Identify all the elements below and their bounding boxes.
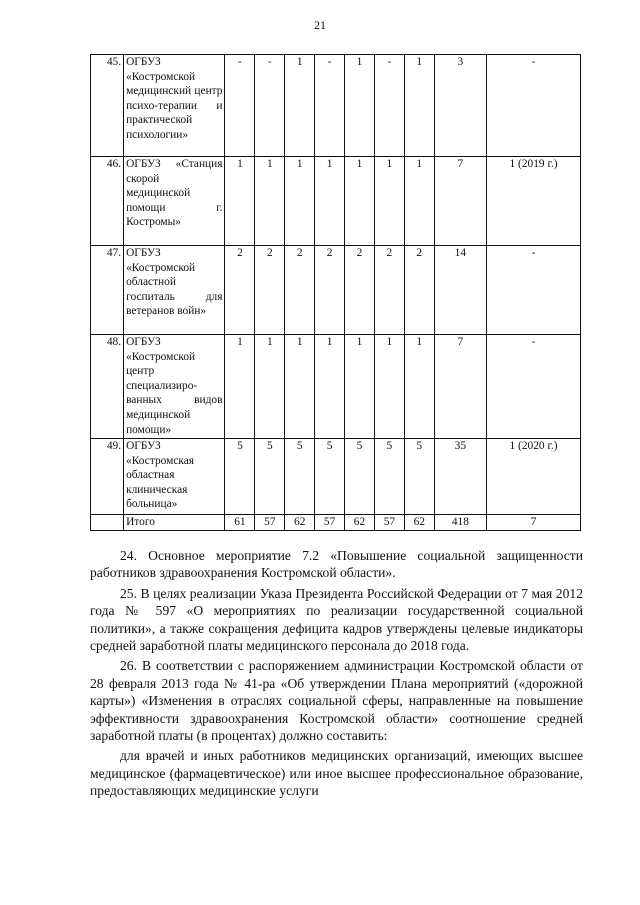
paragraph: 25. В целях реализации Указа Президента Российской Федерации от 7 мая 2012 года № 597 «О мероприятиях по реализации государственной социальной политики», а также сокращения дефицита кадров утверждены целевые индикаторы средней заработной платы медицинского персонала до 2018 года. xyxy=(90,585,583,654)
total-row xyxy=(91,515,581,531)
year-value: 5 xyxy=(225,439,255,515)
paragraph: 26. В соответствии с распоряжением администрации Костромской области от 28 февраля 2013 года № 41-ра «Об утверждении Плана мероприятий («дорожной карты») «Изменения в отраслях социальной сферы, направленные на повышение эффективности здравоохранения Костромской области» соотношение средней заработной платы (в процентах) должно составить: xyxy=(90,658,583,744)
year-value: - xyxy=(374,55,404,157)
total-year-value: 57 xyxy=(255,515,285,531)
year-value: - xyxy=(315,55,345,157)
row-number: 49. xyxy=(91,439,124,515)
total-row-number xyxy=(91,515,124,531)
row-note: - xyxy=(487,335,581,439)
year-value: 1 xyxy=(345,157,375,246)
row-note: 1 (2019 г.) xyxy=(487,157,581,246)
year-value: 1 xyxy=(285,55,315,157)
total-year-value: 62 xyxy=(285,515,315,531)
year-value: 5 xyxy=(374,439,404,515)
row-number: 46. xyxy=(91,157,124,246)
row-number: 48. xyxy=(91,335,124,439)
total-label: Итого xyxy=(124,515,225,531)
year-value: 1 xyxy=(374,157,404,246)
year-value: 2 xyxy=(285,246,315,335)
year-value: 1 xyxy=(255,335,285,439)
total-year-value: 57 xyxy=(374,515,404,531)
year-value: 1 xyxy=(404,157,434,246)
year-value: 2 xyxy=(225,246,255,335)
grand-total: 418 xyxy=(434,515,486,531)
year-value: 1 xyxy=(404,335,434,439)
total-note: 7 xyxy=(487,515,581,531)
year-value: 5 xyxy=(285,439,315,515)
row-number: 47. xyxy=(91,246,124,335)
year-value: 1 xyxy=(404,55,434,157)
row-number: 45. xyxy=(91,55,124,157)
year-value: 1 xyxy=(225,335,255,439)
page-number: 21 xyxy=(314,18,326,32)
year-value: 2 xyxy=(255,246,285,335)
total-year-value: 62 xyxy=(404,515,434,531)
institutions-table xyxy=(90,54,581,531)
table-row xyxy=(91,335,581,439)
total-year-value: 57 xyxy=(315,515,345,531)
row-total: 3 xyxy=(434,55,486,157)
year-value: 5 xyxy=(345,439,375,515)
year-value: 1 xyxy=(315,335,345,439)
row-total: 7 xyxy=(434,335,486,439)
paragraph: для врачей и иных работников медицинских организаций, имеющих высшее медицинское (фармацевтическое) или иное высшее профессиональное образование, предоставляющих медицинские услуги xyxy=(90,748,583,799)
row-total: 14 xyxy=(434,246,486,335)
institution-name: ОГБУЗ «Костромской областной госпиталь для ветеранов войн» xyxy=(124,246,225,335)
row-note: - xyxy=(487,246,581,335)
row-note: 1 (2020 г.) xyxy=(487,439,581,515)
year-value: 2 xyxy=(374,246,404,335)
table-row xyxy=(91,55,581,157)
table-row xyxy=(91,246,581,335)
year-value: 1 xyxy=(225,157,255,246)
institution-name: ОГБУЗ «Костромской центр специализиро-ванных видов медицинской помощи» xyxy=(124,335,225,439)
institution-name: ОГБУЗ «Костромская областная клиническая больница» xyxy=(124,439,225,515)
institution-name: ОГБУЗ «Станция скорой медицинской помощи г. Костромы» xyxy=(124,157,225,246)
year-value: 2 xyxy=(345,246,375,335)
table-row xyxy=(91,439,581,515)
row-note: - xyxy=(487,55,581,157)
year-value: 5 xyxy=(404,439,434,515)
body-text xyxy=(90,547,583,803)
row-total: 35 xyxy=(434,439,486,515)
year-value: 5 xyxy=(255,439,285,515)
year-value: - xyxy=(225,55,255,157)
total-year-value: 61 xyxy=(225,515,255,531)
year-value: 1 xyxy=(345,55,375,157)
row-total: 7 xyxy=(434,157,486,246)
year-value: 1 xyxy=(345,335,375,439)
year-value: 1 xyxy=(315,157,345,246)
year-value: 1 xyxy=(285,157,315,246)
paragraph: 24. Основное мероприятие 7.2 «Повышение социальной защищенности работников здравоохранения Костромской области». xyxy=(90,548,583,581)
year-value: 5 xyxy=(315,439,345,515)
year-value: 1 xyxy=(285,335,315,439)
year-value: 2 xyxy=(404,246,434,335)
year-value: 2 xyxy=(315,246,345,335)
total-year-value: 62 xyxy=(345,515,375,531)
year-value: - xyxy=(255,55,285,157)
year-value: 1 xyxy=(374,335,404,439)
table-row xyxy=(91,157,581,246)
year-value: 1 xyxy=(255,157,285,246)
institution-name: ОГБУЗ «Костромской медицинский центр психо-терапии и практической психологии» xyxy=(124,55,225,157)
